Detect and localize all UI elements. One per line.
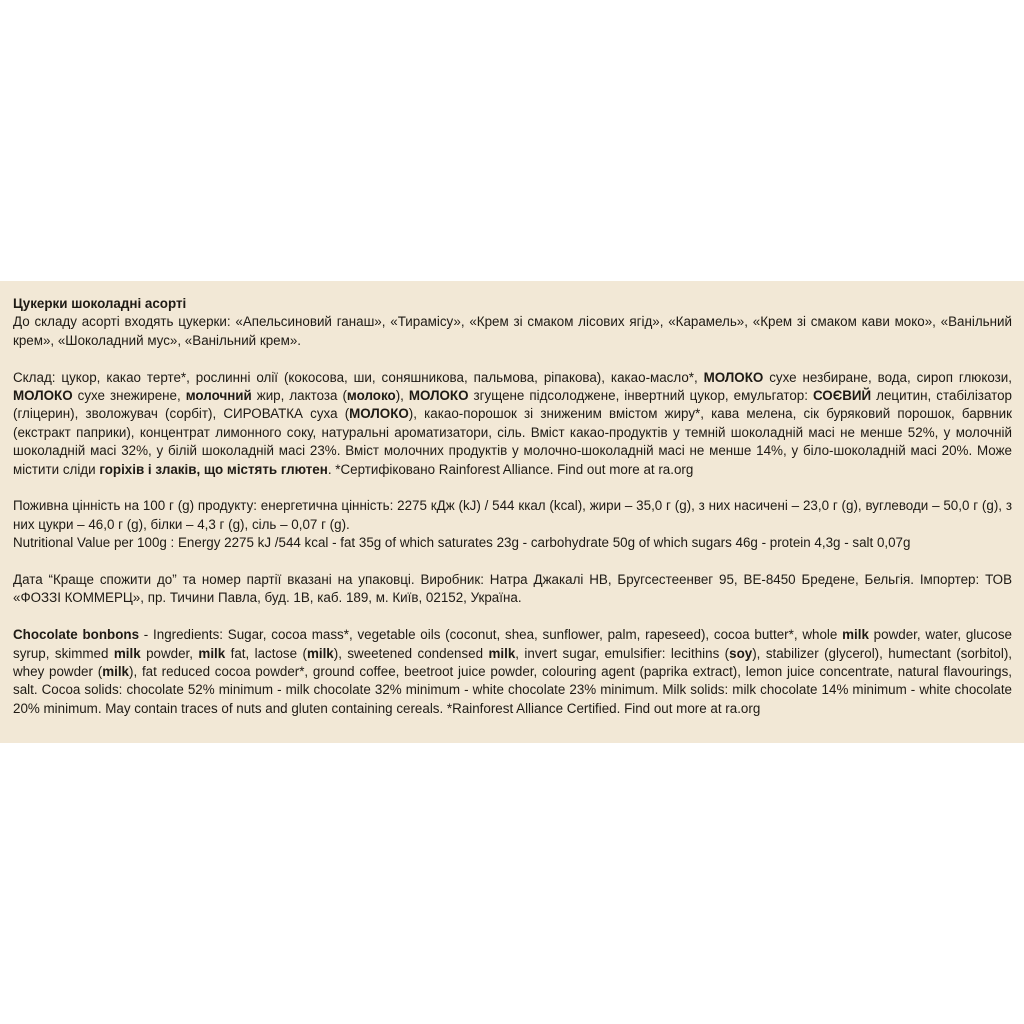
ua-assortment-text: До складу асорті входять цукерки: «Апельсиновий ганаш», «Тирамісу», «Крем зі смаком лісових ягід», «Карамель», «Крем зі смаком кави моко», «Ванільний крем», «Шоколадний мус», «Ванільний крем». — [13, 314, 1012, 348]
text-segment: , invert sugar, emulsifier: lecithins ( — [515, 645, 730, 661]
text-segment: ), какао-порошок зі зниженим вмістом жиру*, кава мелена, сік буряковий порошок, барвник (екстракт паприки), концентрат лимонного соку, натуральні ароматизатори, сіль. Вміст какао-продуктів у темній шоколадній масі не менше 52%, у молочній шоколадній масі 32%, у білій шоколадній масі 23%. Вміст молочних продуктів у молочно-шоколадній масі не менше 14%, у біло-шоколадній масі 20%. Може містити сліди — [13, 406, 1012, 477]
bold-text-segment: горіхів і злаків, що містять глютен — [99, 461, 328, 477]
text-segment: сухе незбиране, вода, сироп глюкози, — [763, 369, 1012, 385]
bold-text-segment: milk — [113, 645, 141, 661]
text-segment: лецитин, стабілізатор (гліцерин), зволожувач (сорбіт), СИРОВАТКА суха ( — [13, 388, 1012, 422]
text-segment: ), — [395, 388, 409, 404]
text-segment: fat, lactose ( — [225, 645, 307, 661]
bold-text-segment: Chocolate bonbons — [13, 627, 140, 643]
bold-text-segment: СОЄВИЙ — [812, 388, 872, 404]
spacer — [13, 479, 1012, 497]
text-segment: powder, water, glucose syrup, skimmed — [13, 627, 1012, 661]
ua-product-title: Цукерки шоколадні асорті — [13, 296, 187, 311]
text-segment: Склад: цукор, какао терте*, рослинні олії (кокосова, ши, соняшникова, пальмова, ріпакова), какао-масло*, — [13, 369, 704, 385]
bold-text-segment: milk — [488, 645, 516, 661]
text-segment: згущене підсолоджене, інвертний цукор, емульгатор: — [468, 388, 813, 404]
product-label — [0, 281, 1024, 743]
ua-producer-text: Дата “Краще спожити до” та номер партії вказані на упаковці. Виробник: Натра Джакалі НВ, Бругсестеенвег 95, BE-8450 Бредене, Бельгія. Імпортер: ТОВ «ФОЗЗІ КОММЕРЦ», пр. Тичини Павла, буд. 1В, каб. 189, м. Київ, 02152, Україна. — [13, 572, 1012, 606]
text-segment: ), stabilizer (glycerol), humectant (sorbitol), whey powder ( — [13, 645, 1013, 680]
text-segment: powder, — [140, 645, 199, 661]
bold-text-segment: milk — [102, 664, 129, 680]
bold-text-segment: milk — [306, 645, 334, 661]
text-segment: ), fat reduced cocoa powder*, ground coffee, beetroot juice powder, colouring agent (paprika extract), lemon juice concentrate, natural flavourings, salt. Cocoa solids: chocolate 52% minimum - milk chocolate 32% minimum - white chocolate 23% minimum. Milk solids: milk chocolate 14% minimum - white chocolate 20% minimum. May contain traces of nuts and gluten containing cereals. *Rainforest Alliance Certified. Find out more at ra.org — [13, 664, 1012, 716]
bold-text-segment: МОЛОКО — [349, 406, 409, 422]
en-ingredients-text — [13, 626, 1012, 718]
text-segment: - Ingredients: Sugar, cocoa mass*, vegetable oils (coconut, shea, sunflower, palm, rapeseed), cocoa butter*, whole — [139, 627, 843, 643]
bold-text-segment: молоко — [346, 388, 396, 404]
bold-text-segment: milk — [198, 645, 226, 661]
bold-text-segment: МОЛОКО — [13, 388, 73, 404]
text-segment: сухе знежирене, — [72, 388, 186, 404]
text-segment: жир, лактоза ( — [251, 388, 347, 404]
text-segment: . *Сертифіковано Rainforest Alliance. Find out more at ra.org — [327, 461, 694, 477]
spacer — [13, 553, 1012, 571]
bold-text-segment: МОЛОКО — [703, 369, 764, 385]
bold-text-segment: МОЛОКО — [408, 388, 469, 404]
en-nutrition-text: Nutritional Value per 100g : Energy 2275 kJ /544 kcal - fat 35g of which saturates 23g - carbohydrate 50g of which sugars 46g - protein 4,3g - salt 0,07g — [13, 535, 911, 551]
ua-nutrition-text: Поживна цінність на 100 г (g) продукту: енергетична цінність: 2275 кДж (kJ) / 544 ккал (kcal), жири – 35,0 г (g), з них насичені – 23,0 г (g), вуглеводи – 50,0 г (g), з них цукри – 46,0 г (g), білки – 4,3 г (g), сіль – 0,07 г (g). — [13, 498, 1012, 532]
text-segment: ), sweetened condensed — [333, 645, 489, 661]
spacer — [13, 608, 1012, 626]
bold-text-segment: молочний — [185, 388, 252, 404]
ua-ingredients-text — [13, 369, 1012, 479]
bold-text-segment: soy — [729, 645, 753, 661]
spacer — [13, 350, 1012, 368]
bold-text-segment: milk — [842, 627, 869, 643]
